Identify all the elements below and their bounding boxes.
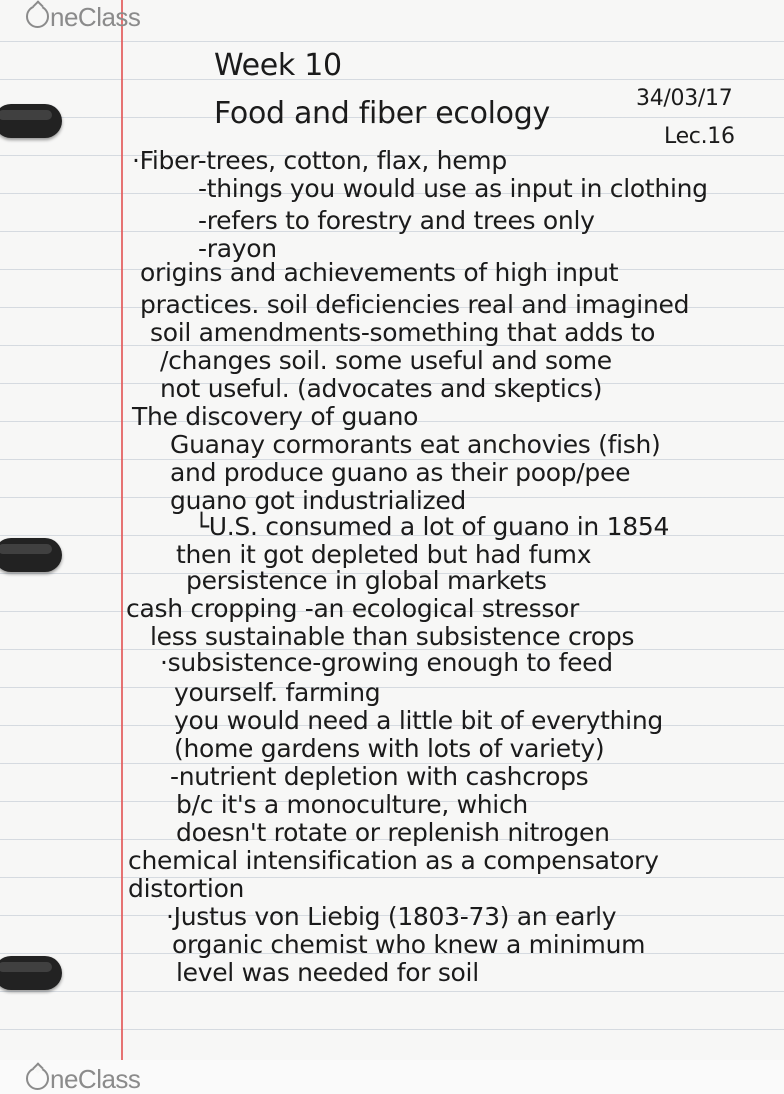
- note-line: -things you would use as input in clothing: [198, 174, 708, 203]
- note-line: b/c it's a monoculture, which: [176, 790, 528, 819]
- note-line: ·subsistence-growing enough to feed: [160, 648, 613, 677]
- note-line: you would need a little bit of everything: [174, 706, 663, 735]
- note-line: └U.S. consumed a lot of guano in 1854: [194, 512, 670, 541]
- binder-ring: [0, 104, 62, 138]
- week-heading: Week 10: [214, 48, 342, 83]
- oneclass-logo-icon: [26, 5, 49, 28]
- note-line: doesn't rotate or replenish nitrogen: [176, 818, 610, 847]
- note-line: not useful. (advocates and skeptics): [160, 374, 603, 403]
- note-line: persistence in global markets: [186, 566, 547, 595]
- brand-logo-top: [26, 2, 140, 33]
- note-line: (home gardens with lots of variety): [174, 734, 605, 763]
- oneclass-logo-icon: [26, 1067, 49, 1090]
- note-line: guano got industrialized: [170, 486, 466, 515]
- note-line: -rayon: [198, 234, 277, 263]
- brand-label: neClass: [50, 1064, 141, 1094]
- note-line: yourself. farming: [174, 678, 381, 707]
- binder-ring: [0, 538, 62, 572]
- note-line: practices. soil deficiencies real and imagined: [140, 290, 690, 319]
- date: 34/03/17: [636, 86, 733, 111]
- note-line: ·Justus von Liebig (1803-73) an early: [166, 902, 617, 931]
- note-line: /changes soil. some useful and some: [160, 346, 612, 375]
- brand-label: neClass: [50, 2, 141, 32]
- note-line: soil amendments-something that adds to: [150, 318, 656, 347]
- note-line: distortion: [128, 874, 245, 903]
- brand-logo-bottom: [26, 1064, 140, 1094]
- note-line: level was needed for soil: [176, 958, 479, 987]
- note-line: chemical intensification as a compensatory: [128, 846, 659, 875]
- note-line: organic chemist who knew a minimum: [172, 930, 646, 959]
- note-line: -refers to forestry and trees only: [198, 206, 595, 235]
- note-line: ·Fiber-trees, cotton, flax, hemp: [132, 146, 507, 175]
- note-line: origins and achievements of high input: [140, 258, 619, 287]
- note-line: then it got depleted but had fumx: [176, 540, 592, 569]
- lecture-number: Lec.16: [664, 124, 735, 149]
- note-line: The discovery of guano: [132, 402, 419, 431]
- note-line: less sustainable than subsistence crops: [150, 622, 635, 651]
- note-line: -nutrient depletion with cashcrops: [170, 762, 589, 791]
- note-line: cash cropping -an ecological stressor: [126, 594, 580, 623]
- note-line: and produce guano as their poop/pee: [170, 458, 631, 487]
- red-margin-line: [121, 0, 123, 1060]
- page-title: Food and fiber ecology: [214, 96, 550, 131]
- note-line: Guanay cormorants eat anchovies (fish): [170, 430, 661, 459]
- binder-ring: [0, 956, 62, 990]
